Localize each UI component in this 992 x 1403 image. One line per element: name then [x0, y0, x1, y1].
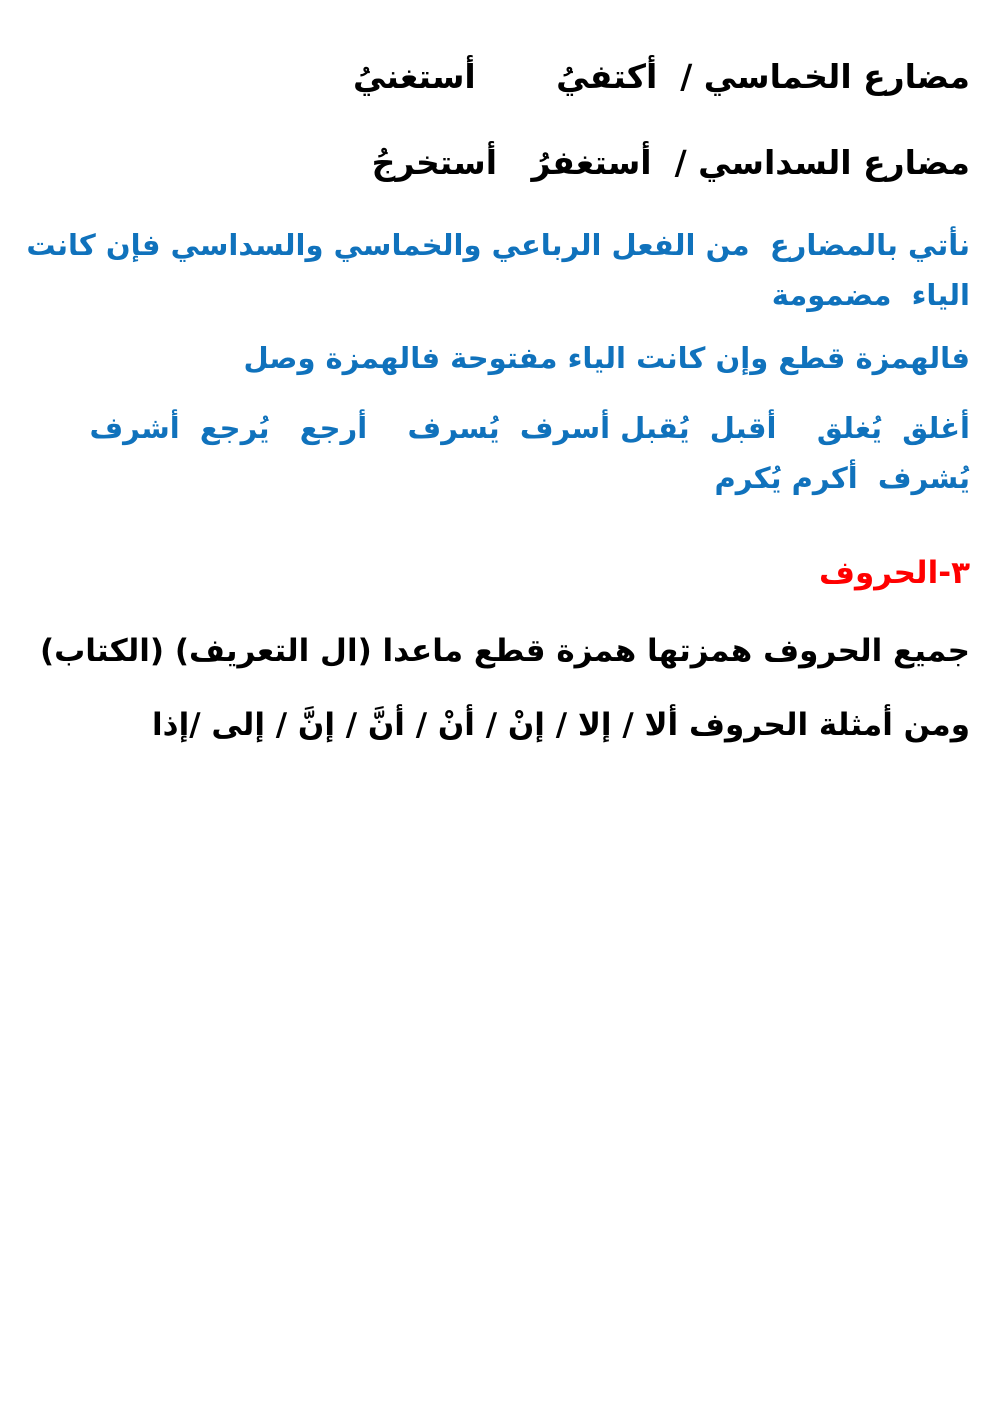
present-of-six-letter-verb-line: مضارع السداسي / أستغفرُ أستخرجُ — [371, 143, 970, 182]
verb-examples-line: أغلق يُغلق أقبل يُقبل أسرف يُسرف أرجع يُرجع أشرف يُشرف أكرم يُكرم — [69, 411, 970, 495]
section-heading-letters: ٣-الحروف — [819, 555, 970, 591]
hamza-rule-paragraph-line-2: فالهمزة قطع وإن كانت الياء مفتوحة فالهمزة وصل — [243, 341, 970, 375]
present-of-five-letter-verb-line: مضارع الخماسي / أكتفيُ أستغنيُ — [353, 57, 970, 96]
hamza-rule-paragraph-line-1: نأتي بالمضارع من الفعل الرباعي والخماسي والسداسي فإن كانت الياء مضمومة — [16, 228, 970, 312]
letters-hamza-rule-line: جميع الحروف همزتها همزة قطع ماعدا (ال التعريف) (الكتاب) — [39, 633, 970, 669]
letters-examples-line: ومن أمثلة الحروف ألا / إلا / إنْ / أنْ / أنَّ / إنَّ / إلى /إذا — [152, 707, 970, 743]
